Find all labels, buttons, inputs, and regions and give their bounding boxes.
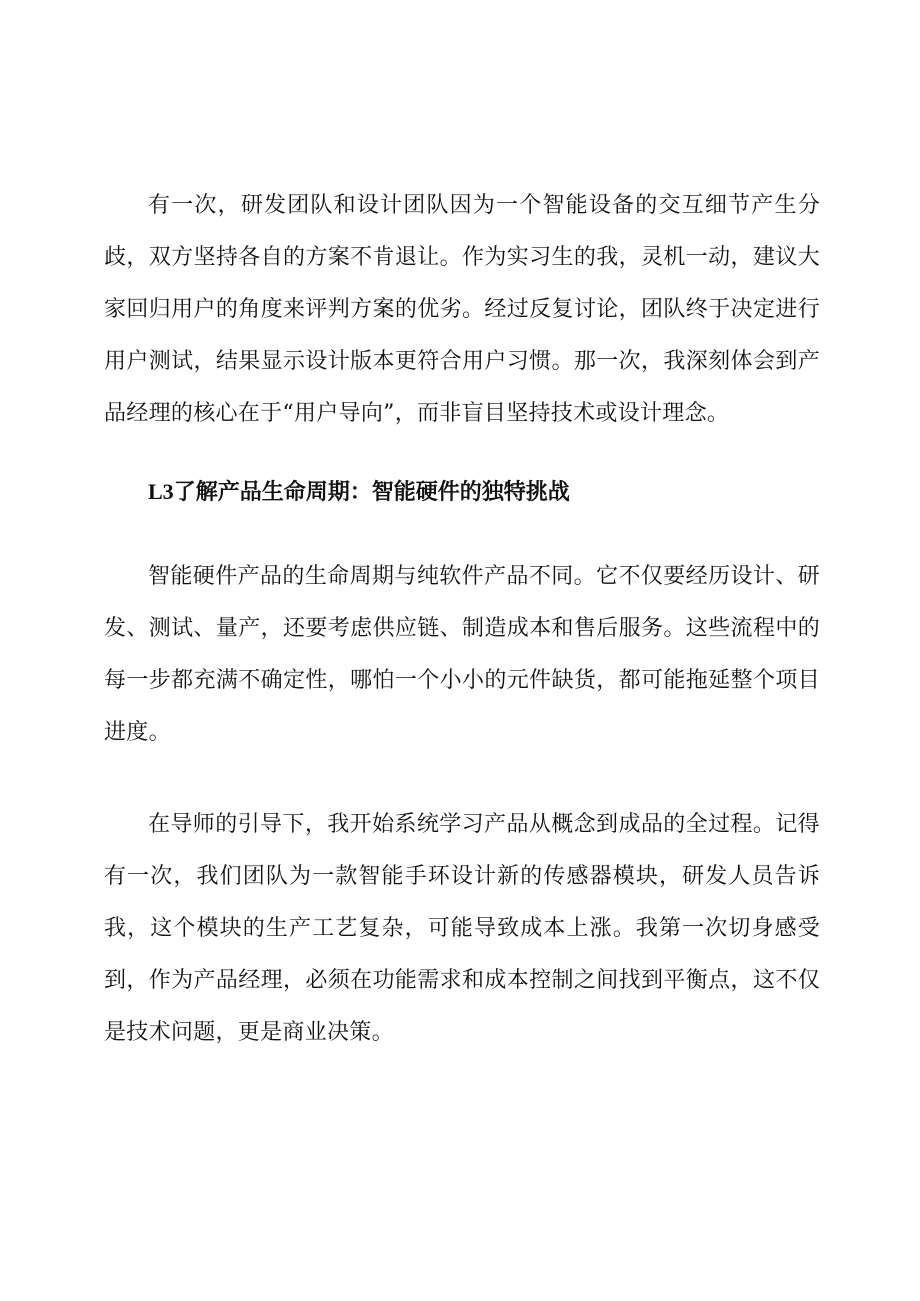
section-title: 了解产品生命周期：智能硬件的独特挑战: [173, 480, 570, 505]
document-body: [104, 180, 820, 1059]
body-paragraph: 智能硬件产品的生命周期与纯软件产品不同。它不仅要经历设计、研发、测试、量产，还要考虑供应链、制造成本和售后服务。这些流程中的每一步都充满不确定性，哪怕一个小小的元件缺货，都可能拖延整个项目进度。: [104, 564, 820, 745]
body-paragraph: 有一次，研发团队和设计团队因为一个智能设备的交互细节产生分歧，双方坚持各自的方案不肯退让。作为实习生的我，灵机一动，建议大家回归用户的角度来评判方案的优劣。经过反复讨论，团队终于决定进行用户测试，结果显示设计版本更符合用户习惯。那一次，我深刻体会到产品经理的核心在于“用户导向”，而非盲目坚持技术或设计理念。: [104, 193, 820, 426]
section-number: L3: [148, 479, 174, 504]
body-paragraph: 在导师的引导下，我开始系统学习产品从概念到成品的全过程。记得有一次，我们团队为一款智能手环设计新的传感器模块，研发人员告诉我，这个模块的生产工艺复杂，可能导致成本上涨。我第一次切身感受到，作为产品经理，必须在功能需求和成本控制之间找到平衡点，这不仅是技术问题，更是商业决策。: [104, 812, 820, 1045]
section-heading: [104, 472, 820, 513]
